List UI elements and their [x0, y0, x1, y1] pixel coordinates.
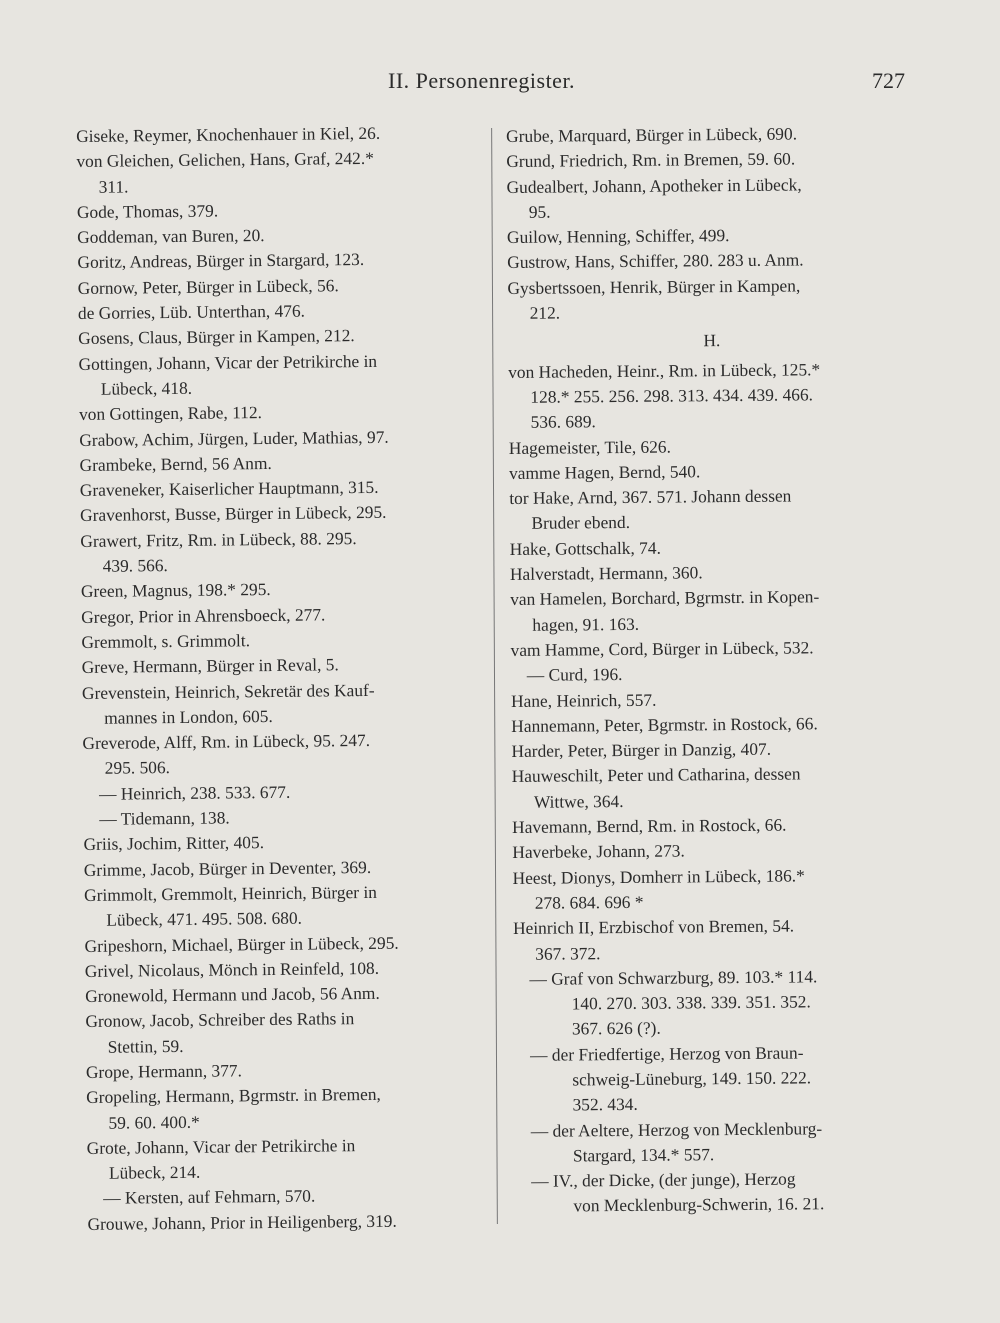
- index-entry: Gregor, Prior in Ahrensboeck, 277.: [81, 604, 326, 627]
- index-entry: Grimme, Jacob, Bürger in Deventer, 369.: [83, 856, 372, 880]
- index-entry: Goddeman, van Buren, 20.: [77, 225, 265, 248]
- index-entry: Guilow, Henning, Schiffer, 499.: [506, 225, 730, 248]
- index-entry: Gremmolt, s. Grimmolt.: [81, 630, 251, 652]
- index-entry: Graveneker, Kaiserlicher Hauptmann, 315.: [79, 477, 379, 501]
- index-entry: Gode, Thomas, 379.: [76, 200, 219, 222]
- index-entry: Gronow, Jacob, Schreiber des Raths in: [85, 1008, 355, 1032]
- index-entry: von Hacheden, Heinr., Rm. in Lübeck, 125.*: [508, 358, 821, 382]
- index-entry: von Gleichen, Gelichen, Hans, Graf, 242.*: [76, 148, 374, 172]
- index-entry: — IV., der Dicke, (der junge), Herzog: [531, 1168, 796, 1191]
- index-entry: Griis, Jochim, Ritter, 405.: [83, 832, 265, 855]
- index-entry: Grivel, Nicolaus, Mönch in Reinfeld, 108.: [84, 957, 380, 981]
- index-entry: — der Aeltere, Herzog von Mecklenburg-: [530, 1117, 823, 1141]
- running-title: II. Personenregister.: [388, 68, 576, 93]
- index-entry-continuation: Stargard, 134.* 557.: [572, 1144, 715, 1166]
- index-entry: Gosens, Claus, Bürger in Kampen, 212.: [78, 325, 355, 349]
- index-entry: Harder, Peter, Bürger in Danzig, 407.: [511, 738, 772, 762]
- index-entry: Halverstadt, Hermann, 360.: [509, 562, 703, 585]
- index-entry: Green, Magnus, 198.* 295.: [80, 579, 271, 602]
- index-entry: Hagemeister, Tile, 626.: [508, 436, 671, 458]
- left-index-column: [76, 120, 498, 1237]
- index-entry: Hane, Heinrich, 557.: [510, 689, 657, 711]
- index-entry-continuation: hagen, 91. 163.: [532, 613, 640, 635]
- index-entry: Goritz, Andreas, Bürger in Stargard, 123.: [77, 249, 365, 273]
- index-entry-continuation: 439. 566.: [102, 555, 168, 576]
- index-entry: de Gorries, Lüb. Unterthan, 476.: [77, 300, 306, 324]
- index-entry: — Graf von Schwarzburg, 89. 103.* 114.: [529, 966, 818, 989]
- index-entry: Grope, Hermann, 377.: [85, 1060, 243, 1082]
- index-entry: Grimmolt, Gremmolt, Heinrich, Bürger in: [83, 881, 378, 905]
- index-entry: Gudealbert, Johann, Apotheker in Lübeck,: [506, 174, 802, 197]
- index-entry: Giseke, Reymer, Knochenhauer in Kiel, 26.: [76, 122, 381, 146]
- index-entry-continuation: 128.* 255. 256. 298. 313. 434. 439. 466.: [530, 384, 814, 407]
- page-number: 727: [872, 68, 905, 93]
- index-entry-continuation: von Mecklenburg-Schwerin, 16. 21.: [573, 1193, 825, 1216]
- index-entry-continuation: 367. 372.: [535, 942, 601, 964]
- index-entry: — Tidemann, 138.: [99, 807, 230, 829]
- index-entry: — Curd, 196.: [526, 664, 623, 686]
- index-entry: Gustrow, Hans, Schiffer, 280. 283 u. Anm.: [507, 249, 804, 273]
- index-entry-continuation: Lübeck, 418.: [100, 377, 193, 399]
- index-entry: Grote, Johann, Vicar der Petrikirche in: [86, 1135, 356, 1158]
- index-entry: Greve, Hermann, Bürger in Reval, 5.: [81, 654, 339, 678]
- index-entry: Hake, Gottschalk, 74.: [509, 537, 661, 559]
- index-entry-continuation: 536. 689.: [530, 411, 596, 433]
- index-entry: van Hamelen, Borchard, Bgrmstr. in Kopen-: [510, 586, 820, 610]
- index-entry-continuation: 278. 684. 696 *: [534, 891, 644, 913]
- index-entry: Hannemann, Peter, Bgrmstr. in Rostock, 66.: [511, 713, 818, 736]
- index-entry: Gysbertssoen, Henrik, Bürger in Kampen,: [507, 275, 801, 298]
- index-entry: — der Friedfertige, Herzog von Braun-: [530, 1042, 804, 1065]
- index-entry-continuation: schweig-Lüneburg, 149. 150. 222.: [572, 1067, 812, 1090]
- index-entry: Heest, Dionys, Domherr in Lübeck, 186.*: [512, 865, 805, 888]
- index-entry: — Heinrich, 238. 533. 677.: [98, 781, 291, 804]
- index-entry: Grube, Marquard, Bürger in Lübeck, 690.: [506, 123, 798, 146]
- letter-heading: H.: [703, 330, 721, 351]
- index-entry: tor Hake, Arnd, 367. 571. Johann dessen: [509, 485, 792, 509]
- index-entry-continuation: 140. 270. 303. 338. 339. 351. 352.: [571, 991, 811, 1014]
- index-entry: Gropeling, Hermann, Bgrmstr. in Bremen,: [86, 1084, 381, 1108]
- index-entry-continuation: 95.: [528, 201, 551, 222]
- index-entry-continuation: Wittwe, 364.: [533, 790, 624, 812]
- index-entry: vam Hamme, Cord, Bürger in Lübeck, 532.: [510, 637, 814, 660]
- index-entry: Grambeke, Bernd, 56 Anm.: [79, 452, 272, 475]
- index-entry: Grawert, Fritz, Rm. in Lübeck, 88. 295.: [80, 527, 357, 551]
- right-index-column: [506, 120, 924, 1219]
- index-entry: Grund, Friedrich, Rm. in Bremen, 59. 60.: [506, 148, 796, 172]
- index-entry: Heinrich II, Erzbischof von Bremen, 54.: [512, 915, 795, 939]
- index-entry: Gripeshorn, Michael, Bürger in Lübeck, 295.: [84, 932, 399, 956]
- index-entry: von Gottingen, Rabe, 112.: [78, 402, 263, 425]
- index-entry-continuation: Lübeck, 214.: [108, 1161, 201, 1183]
- index-entry-continuation: Bruder ebend.: [531, 512, 631, 534]
- index-entry-continuation: 212.: [529, 302, 561, 323]
- index-entry-continuation: 59. 60. 400.*: [108, 1111, 200, 1133]
- index-entry: Haverbeke, Johann, 273.: [512, 840, 685, 863]
- index-entry-continuation: 352. 434.: [572, 1094, 638, 1115]
- index-entry: Gornow, Peter, Bürger in Lübeck, 56.: [77, 275, 339, 298]
- index-entry-continuation: Stettin, 59.: [107, 1035, 184, 1057]
- index-entry-continuation: mannes in London, 605.: [104, 705, 273, 728]
- index-entry: Havemann, Bernd, Rm. in Rostock, 66.: [512, 814, 787, 837]
- index-entry: Grabow, Achim, Jürgen, Luder, Mathias, 97.: [79, 426, 389, 450]
- index-entry: Hauweschilt, Peter und Catharina, dessen: [511, 763, 801, 787]
- index-entry: Gronewold, Hermann und Jacob, 56 Anm.: [85, 982, 380, 1007]
- index-entry: Greverode, Alff, Rm. in Lübeck, 95. 247.: [82, 730, 371, 754]
- page-header: [0, 68, 1000, 102]
- index-entry: Grevenstein, Heinrich, Sekretär des Kauf-: [81, 679, 375, 703]
- index-entry-continuation: Lübeck, 471. 495. 508. 680.: [106, 907, 303, 930]
- index-entry: Gravenhorst, Busse, Bürger in Lübeck, 295.: [79, 502, 387, 526]
- index-entry-continuation: 367. 626 (?).: [571, 1018, 661, 1039]
- index-entry: vamme Hagen, Bernd, 540.: [508, 461, 701, 483]
- index-entry: Grouwe, Johann, Prior in Heiligenberg, 319.: [87, 1210, 397, 1234]
- index-entry-continuation: 295. 506.: [104, 757, 171, 779]
- index-entry: Gottingen, Johann, Vicar der Petrikirche in: [78, 350, 378, 374]
- index-entry: — Kersten, auf Fehmarn, 570.: [103, 1186, 316, 1209]
- index-entry-continuation: 311.: [98, 176, 129, 197]
